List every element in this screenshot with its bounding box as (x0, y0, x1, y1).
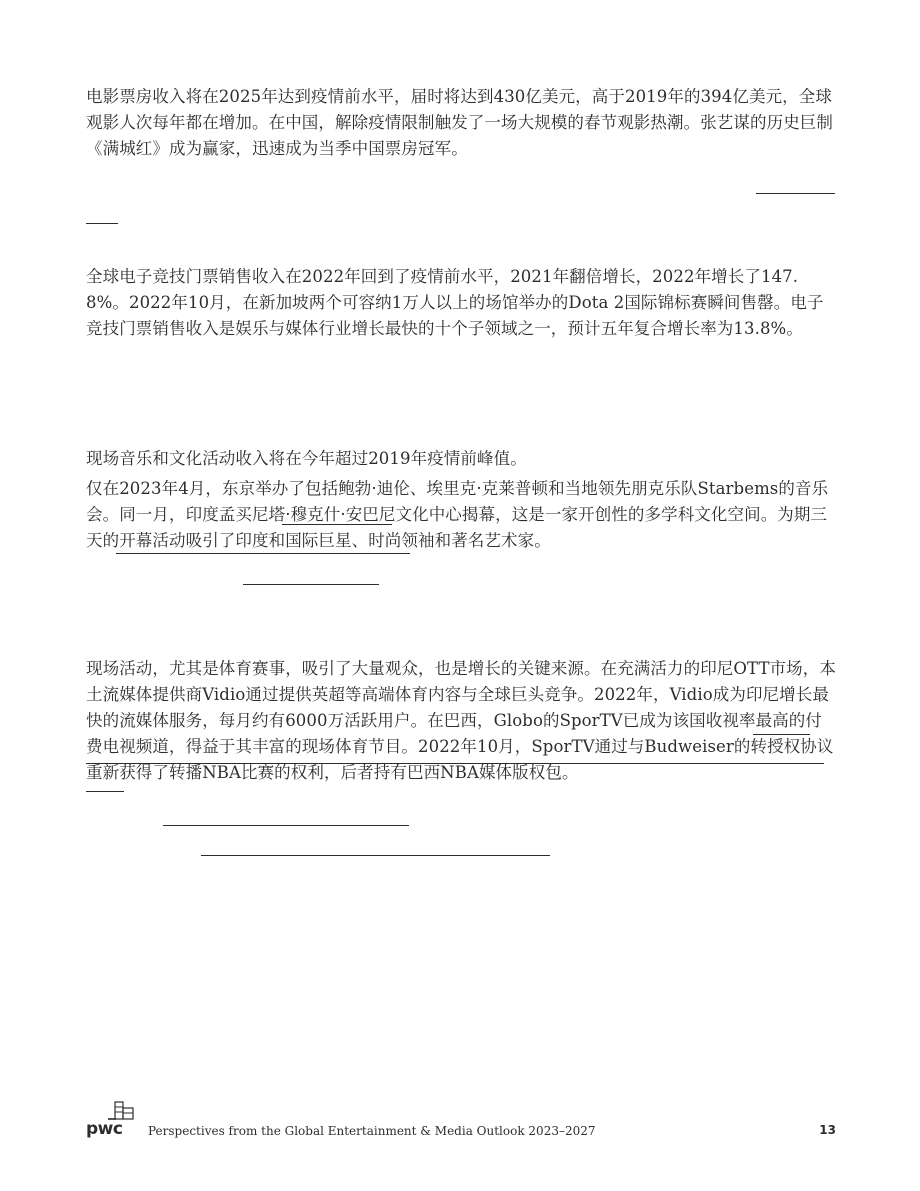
link-underline (282, 524, 392, 525)
link-underline (86, 223, 118, 224)
link-underline (201, 855, 550, 856)
paragraph-sports: 现场活动，尤其是体育赛事，吸引了大量观众，也是增长的关键来源。在充满活力的印尼OTT市场，本土流媒体提供商Vidio通过提供英超等高端体育内容与全球巨头竞争。2022年，Vidio成为印尼增长最快的流媒体服务，每月约有6000万活跃用户。在巴西，Globo的SporTV已成为该国收视率最高的付费电视频道，得益于其丰富的现场体育节目。2022年10月，SporTV通过与Budweiser的转授权协议重新获得了转播NBA比赛的权利，后者持有巴西NBA媒体版权包。 (86, 659, 836, 782)
paragraph-esports: 全球电子竞技门票销售收入在2022年回到了疫情前水平，2021年翻倍增长，2022年增长了147.8%。2022年10月，在新加坡两个可容纳1万人以上的场馆举办的Dota 2国际锦标赛瞬间售罄。电子竞技门票销售收入是娱乐与媒体行业增长最快的十个子领域之一，预计五年复合增长率为13.8%。 (86, 267, 824, 338)
link-underline (86, 763, 824, 764)
link-underline (86, 791, 124, 792)
footer-title: Perspectives from the Global Entertainment & Media Outlook 2023–2027 (148, 1124, 596, 1138)
link-underline (116, 553, 410, 554)
page-number: 13 (819, 1123, 836, 1137)
link-underline (243, 584, 379, 585)
paragraph-tokyo-india: 仅在2023年4月，东京举办了包括鲍勃·迪伦、埃里克·克莱普顿和当地领先朋克乐队Starbems的音乐会。同一月，印度孟买尼塔·穆克什·安巴尼文化中心揭幕，这是一家开创性的多学科文化空间。为期三天的开幕活动吸引了印度和国际巨星、时尚领袖和著名艺术家。 (86, 479, 829, 550)
link-underline (163, 825, 409, 826)
link-underline (756, 193, 835, 194)
paragraph-box-office: 电影票房收入将在2025年达到疫情前水平，届时将达到430亿美元，高于2019年的394亿美元，全球观影人次每年都在增加。在中国，解除疫情限制触发了一场大规模的春节观影热潮。张艺谋的历史巨制《满城红》成为赢家，迅速成为当季中国票房冠军。 (86, 87, 833, 158)
paragraph-live-music: 现场音乐和文化活动收入将在今年超过2019年疫情前峰值。 (86, 449, 527, 468)
pwc-logo-text: pwc (86, 1119, 123, 1139)
pwc-logo (86, 1100, 136, 1142)
link-underline (753, 734, 810, 735)
